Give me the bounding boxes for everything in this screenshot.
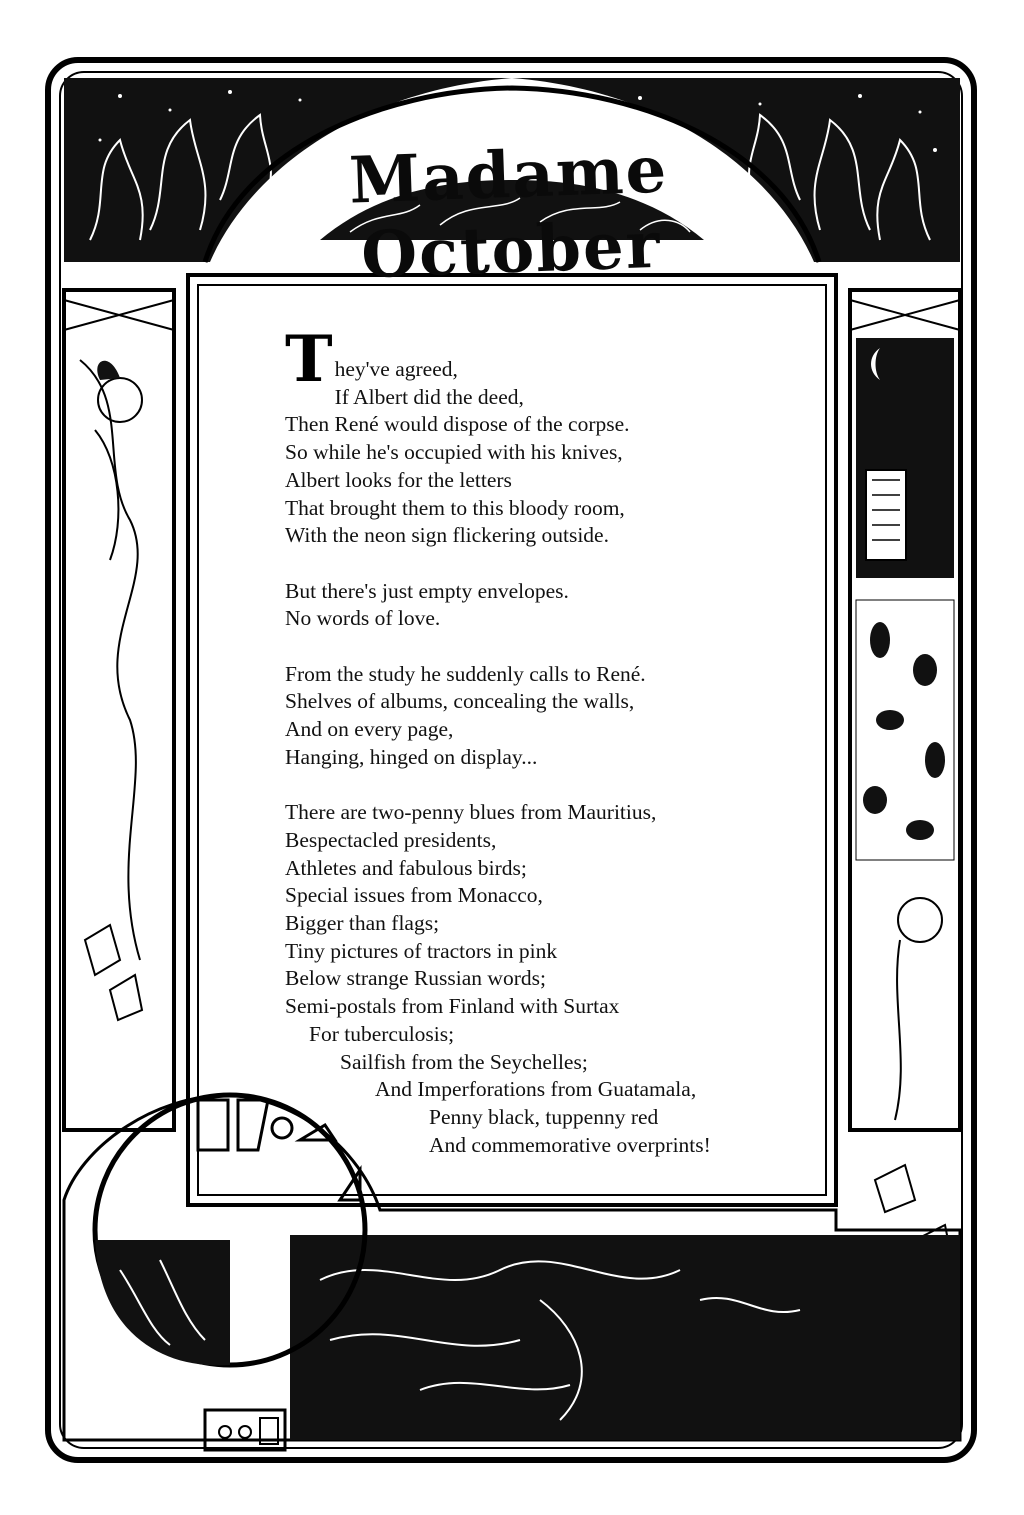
poem-line: Hanging, hinged on display... <box>285 744 538 769</box>
stanza-2 <box>285 578 785 633</box>
poem-line: Athletes and fabulous birds; <box>285 855 527 880</box>
stanza-1 <box>285 322 785 550</box>
poem-line: With the neon sign flickering outside. <box>285 523 609 548</box>
stanza-4 <box>285 799 785 1159</box>
dropcap-letter: T <box>285 322 333 397</box>
poem-line: Bigger than flags; <box>285 911 440 936</box>
poem-line: Albert looks for the letters <box>285 467 512 492</box>
poem-line: So while he's occupied with his knives, <box>285 440 623 465</box>
poem-line: Semi-postals from Finland with Surtax <box>285 994 620 1019</box>
poem-line: Tiny pictures of tractors in pink <box>285 938 558 963</box>
poem-line: Special issues from Monacco, <box>285 883 543 908</box>
poem-line: That brought them to this bloody room, <box>285 495 625 520</box>
poem-line: But there's just empty envelopes. <box>285 578 569 603</box>
poem-line: Bespectacled presidents, <box>285 827 497 852</box>
poem-line: From the study he suddenly calls to René. <box>285 661 646 686</box>
poem-line: And on every page, <box>285 717 454 742</box>
title-text: Madame October <box>347 132 670 294</box>
poem-line: There are two-penny blues from Mauritius, <box>285 800 657 825</box>
poem-title <box>215 120 805 294</box>
poem-line: Sailfish from the Seychelles; <box>340 1049 588 1074</box>
poem-line: Below strange Russian words; <box>285 966 546 991</box>
poem-line: If Albert did the deed, <box>334 384 524 409</box>
poem-line: For tuberculosis; <box>309 1021 455 1046</box>
poem-line: Shelves of albums, concealing the walls, <box>285 689 635 714</box>
poem-line: And commemorative overprints! <box>429 1132 711 1157</box>
poem-line: No words of love. <box>285 606 441 631</box>
poem-line: hey've agreed, <box>334 357 458 381</box>
poem-line: Penny black, tuppenny red <box>429 1104 659 1129</box>
stanza-3 <box>285 661 785 772</box>
poem-line: And Imperforations from Guatamala, <box>375 1077 697 1102</box>
poem-body <box>285 322 785 1187</box>
poem-line: Then René would dispose of the corpse. <box>285 412 630 437</box>
